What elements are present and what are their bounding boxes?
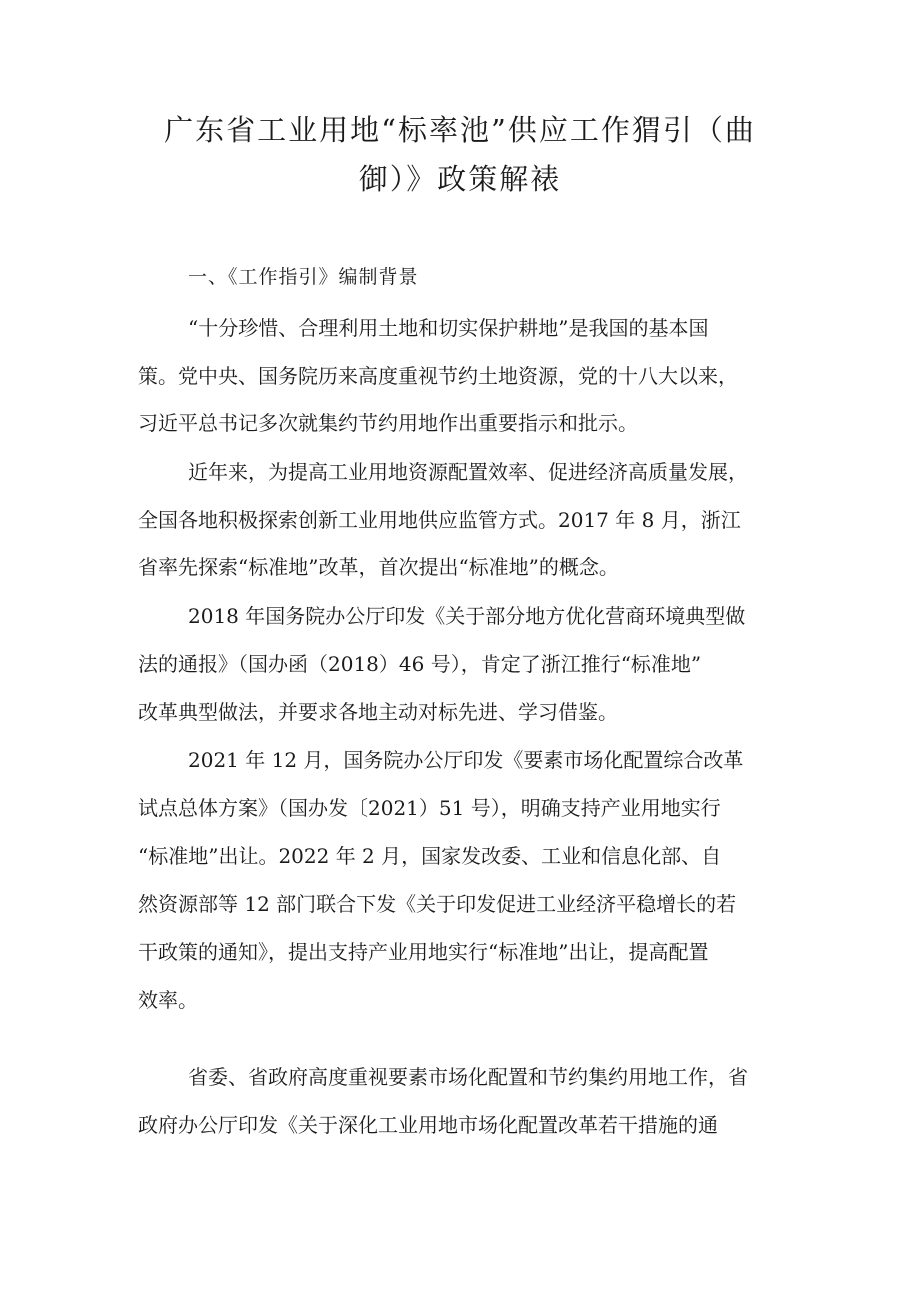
- document-title-line-2: 御）》政策解裱: [358, 162, 562, 196]
- paragraph-line: 干政策的通知》，提出支持产业用地实行“标准地”出让，提高配置: [138, 940, 709, 964]
- paragraph-line: “十分珍惜、合理利用土地和切实保护耕地”是我国的基本国: [188, 316, 709, 340]
- document-title-line-1: 广东省工业用地“标率池”供应工作猬引（曲: [164, 113, 756, 147]
- paragraph-line: 然资源部等 12 部门联合下发《关于印发促进工业经济平稳增长的若: [138, 892, 737, 916]
- paragraph-line: 省委、省政府高度重视要素市场化配置和节约集约用地工作，省: [188, 1065, 748, 1089]
- paragraph-line: 法的通报》（国办函（2018）46 号），肯定了浙江推行“标准地”: [138, 652, 702, 676]
- paragraph-line: “标准地”出让。2022 年 2 月，国家发改委、工业和信息化部、自: [138, 844, 722, 868]
- paragraph-line: 2018 年国务院办公厅印发《关于部分地方优化营商环境典型做: [188, 604, 746, 628]
- paragraph-line: 全国各地积极探索创新工业用地供应监管方式。2017 年 8 月，浙江: [138, 508, 741, 532]
- paragraph-line: 政府办公厅印发《关于深化工业用地市场化配置改革若干措施的通: [138, 1113, 718, 1137]
- paragraph-line: 效率。: [138, 988, 198, 1012]
- paragraph-line: 省率先探索“标准地”改革，首次提出“标准地”的概念。: [138, 555, 619, 579]
- paragraph-line: 改革典型做法，并要求各地主动对标先进、学习借鉴。: [138, 700, 618, 724]
- paragraph-line: 2021 年 12 月，国务院办公厅印发《要素市场化配置综合改革: [188, 748, 744, 772]
- paragraph-line: 近年来，为提高工业用地资源配置效率、促进经济高质量发展，: [188, 460, 748, 484]
- paragraph-line: 习近平总书记多次就集约节约用地作出重要指示和批示。: [138, 411, 638, 435]
- section-heading: 一、《工作指引》编制背景: [188, 266, 419, 288]
- paragraph-line: 试点总体方案》（国办发〔2021）51 号），明确支持产业用地实行: [138, 796, 721, 820]
- paragraph-line: 策。党中央、国务院历来高度重视节约土地资源，党的十八大以来，: [138, 364, 738, 388]
